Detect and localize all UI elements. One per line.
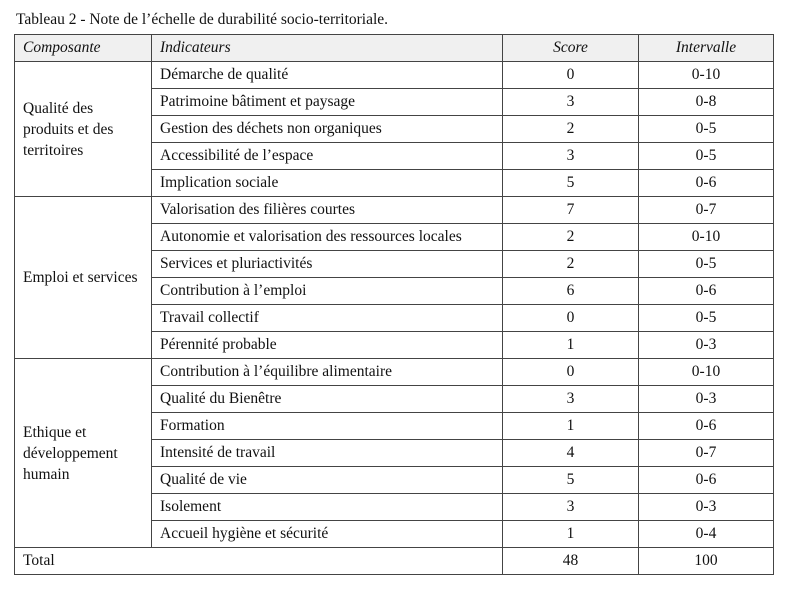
total-score: 48 [503,548,639,575]
intervalle-cell: 0-10 [639,62,774,89]
score-cell: 2 [503,224,639,251]
table-caption: Tableau 2 - Note de l’échelle de durabilité socio-territoriale. [16,11,389,28]
intervalle-cell: 0-3 [639,494,774,521]
score-cell: 3 [503,386,639,413]
score-cell: 1 [503,413,639,440]
intervalle-cell: 0-7 [639,440,774,467]
composante-cell: Emploi et services [15,197,152,359]
intervalle-cell: 0-6 [639,467,774,494]
intervalle-cell: 0-10 [639,224,774,251]
indicateur-cell: Qualité du Bienêtre [152,386,503,413]
score-cell: 3 [503,494,639,521]
intervalle-cell: 0-5 [639,251,774,278]
durability-table [14,34,774,575]
score-cell: 0 [503,62,639,89]
indicateur-cell: Qualité de vie [152,467,503,494]
total-intervalle: 100 [639,548,774,575]
indicateur-cell: Travail collectif [152,305,503,332]
indicateur-cell: Démarche de qualité [152,62,503,89]
header-score: Score [503,35,639,62]
indicateur-cell: Isolement [152,494,503,521]
indicateur-cell: Autonomie et valorisation des ressources locales [152,224,503,251]
intervalle-cell: 0-8 [639,89,774,116]
intervalle-cell: 0-4 [639,521,774,548]
score-cell: 2 [503,116,639,143]
intervalle-cell: 0-10 [639,359,774,386]
intervalle-cell: 0-3 [639,332,774,359]
score-cell: 0 [503,359,639,386]
score-cell: 5 [503,467,639,494]
intervalle-cell: 0-5 [639,143,774,170]
intervalle-cell: 0-3 [639,386,774,413]
header-composante: Composante [15,35,152,62]
total-label: Total [15,548,503,575]
indicateur-cell: Accessibilité de l’espace [152,143,503,170]
score-cell: 7 [503,197,639,224]
indicateur-cell: Contribution à l’emploi [152,278,503,305]
table-body [15,62,774,548]
intervalle-cell: 0-5 [639,116,774,143]
intervalle-cell: 0-5 [639,305,774,332]
score-cell: 5 [503,170,639,197]
indicateur-cell: Intensité de travail [152,440,503,467]
score-cell: 1 [503,332,639,359]
indicateur-cell: Services et pluriactivités [152,251,503,278]
indicateur-cell: Pérennité probable [152,332,503,359]
score-cell: 3 [503,143,639,170]
score-cell: 2 [503,251,639,278]
score-cell: 3 [503,89,639,116]
intervalle-cell: 0-6 [639,170,774,197]
total-row [15,548,774,575]
indicateur-cell: Accueil hygiène et sécurité [152,521,503,548]
table-row [15,359,774,386]
composante-cell: Qualité des produits et des territoires [15,62,152,197]
table-row [15,62,774,89]
table-row [15,197,774,224]
indicateur-cell: Patrimoine bâtiment et paysage [152,89,503,116]
indicateur-cell: Valorisation des filières courtes [152,197,503,224]
score-cell: 0 [503,305,639,332]
score-cell: 6 [503,278,639,305]
indicateur-cell: Contribution à l’équilibre alimentaire [152,359,503,386]
indicateur-cell: Gestion des déchets non organiques [152,116,503,143]
score-cell: 4 [503,440,639,467]
composante-cell: Ethique et développement humain [15,359,152,548]
intervalle-cell: 0-6 [639,413,774,440]
header-indicateurs: Indicateurs [152,35,503,62]
header-intervalle: Intervalle [639,35,774,62]
score-cell: 1 [503,521,639,548]
intervalle-cell: 0-6 [639,278,774,305]
indicateur-cell: Formation [152,413,503,440]
intervalle-cell: 0-7 [639,197,774,224]
table-header-row [15,35,774,62]
indicateur-cell: Implication sociale [152,170,503,197]
